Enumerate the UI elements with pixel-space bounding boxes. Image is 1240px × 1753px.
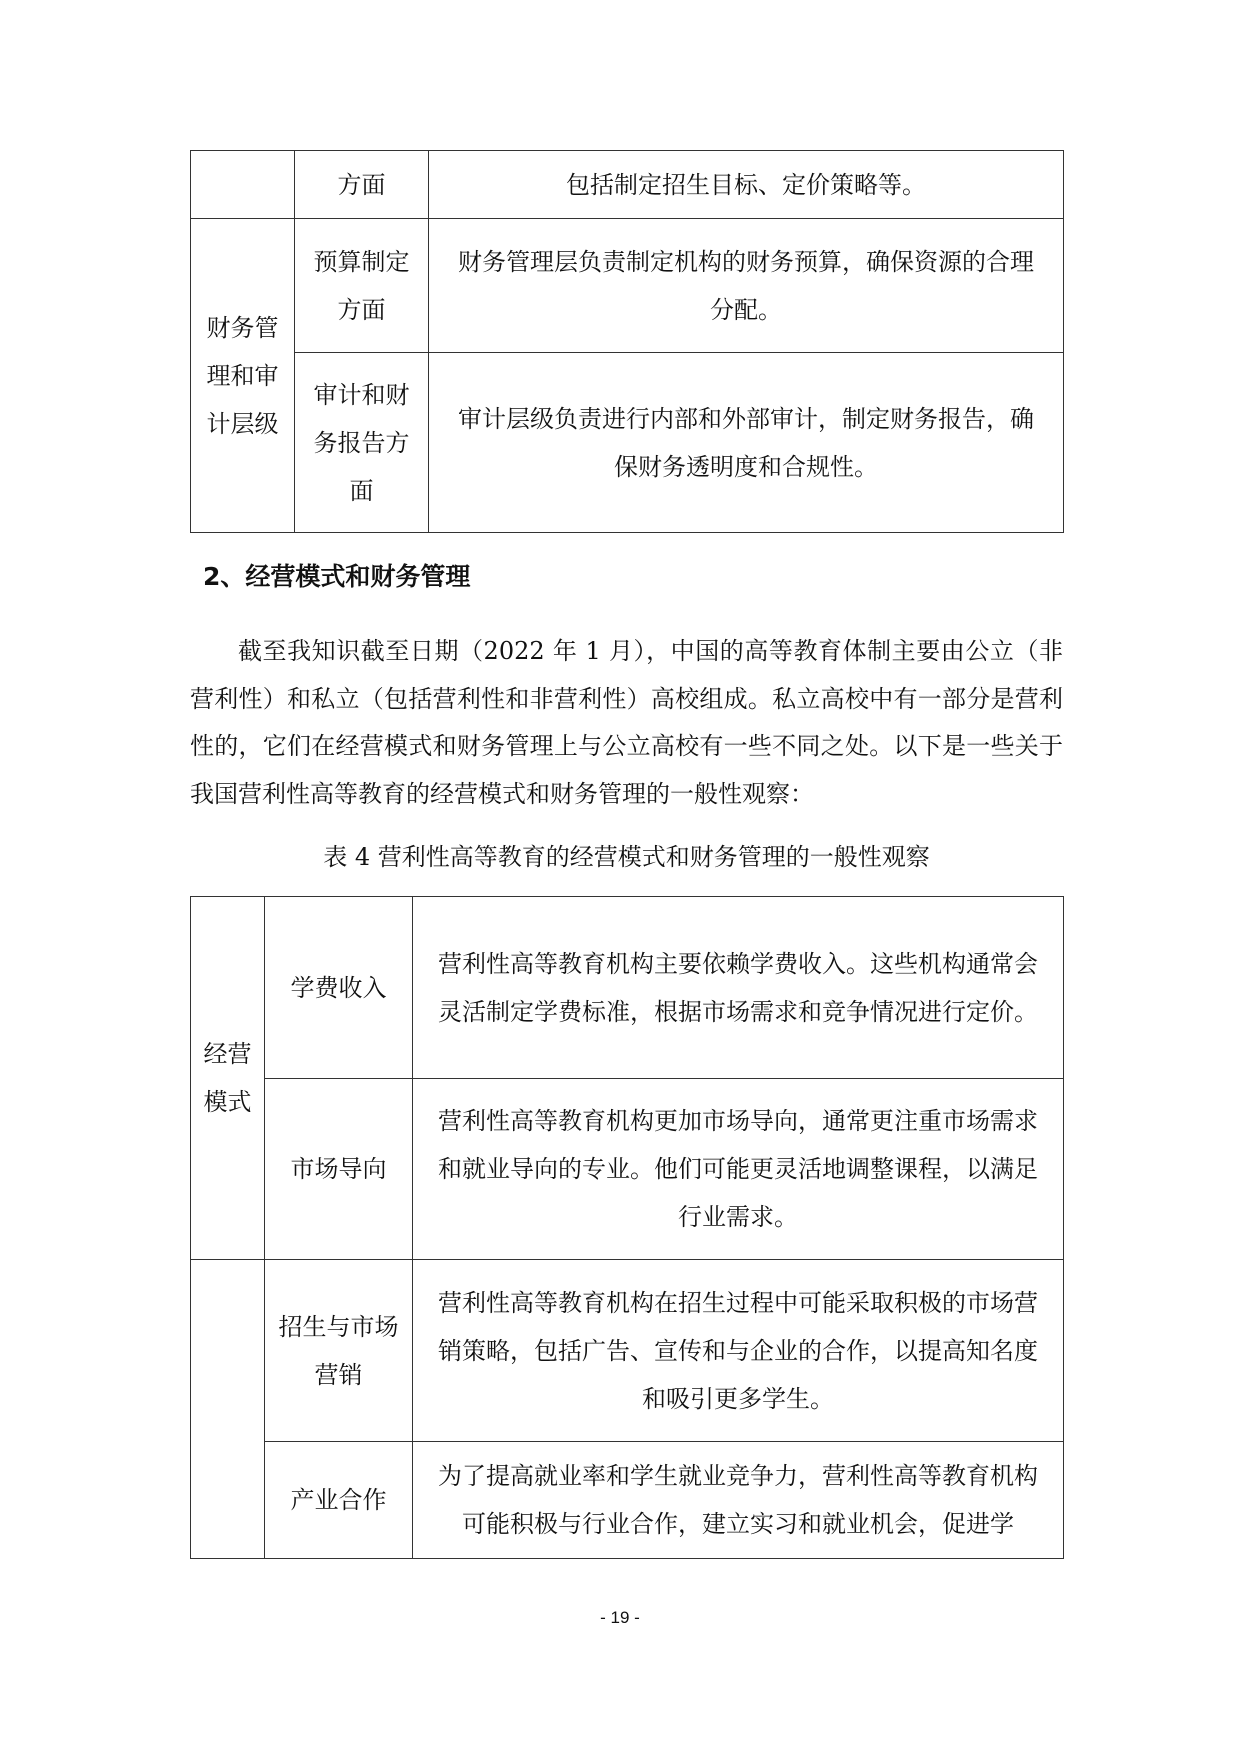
description-cell: 营利性高等教育机构主要依赖学费收入。这些机构通常会灵活制定学费标准，根据市场需求和竞争情况进行定价。 — [413, 897, 1064, 1079]
description-cell: 为了提高就业率和学生就业竞争力，营利性高等教育机构可能积极与行业合作，建立实习和就业机会，促进学 — [413, 1442, 1064, 1559]
subcategory-cell: 方面 — [295, 151, 429, 219]
category-cell: 经营模式 — [191, 897, 265, 1260]
subcategory-cell: 市场导向 — [265, 1079, 413, 1260]
description-cell: 营利性高等教育机构在招生过程中可能采取积极的市场营销策略，包括广告、宣传和与企业的合作，以提高知名度和吸引更多学生。 — [413, 1260, 1064, 1442]
governance-table-continued — [190, 150, 1064, 533]
page-number: - 19 - — [600, 1608, 640, 1627]
subcategory-cell: 招生与市场营销 — [265, 1260, 413, 1442]
table-row — [191, 151, 1064, 219]
category-cell — [191, 1260, 265, 1559]
table-row — [191, 1079, 1064, 1260]
category-cell: 财务管理和审计层级 — [191, 219, 295, 533]
subcategory-cell: 审计和财务报告方面 — [295, 353, 429, 533]
subcategory-cell: 产业合作 — [265, 1442, 413, 1559]
subcategory-cell: 学费收入 — [265, 897, 413, 1079]
description-cell: 财务管理层负责制定机构的财务预算，确保资源的合理分配。 — [429, 219, 1064, 353]
table-row — [191, 219, 1064, 353]
description-cell: 审计层级负责进行内部和外部审计，制定财务报告，确保财务透明度和合规性。 — [429, 353, 1064, 533]
business-model-table — [190, 896, 1064, 1559]
table-caption: 表 4 营利性高等教育的经营模式和财务管理的一般性观察 — [323, 843, 930, 871]
table-row — [191, 1260, 1064, 1442]
table-row — [191, 353, 1064, 533]
subcategory-cell: 预算制定方面 — [295, 219, 429, 353]
description-cell: 营利性高等教育机构更加市场导向，通常更注重市场需求和就业导向的专业。他们可能更灵活地调整课程，以满足行业需求。 — [413, 1079, 1064, 1260]
table-row — [191, 1442, 1064, 1559]
table-row — [191, 897, 1064, 1079]
section-heading: 2、经营模式和财务管理 — [203, 562, 471, 591]
body-paragraph: 截至我知识截至日期（2022 年 1 月），中国的高等教育体制主要由公立（非营利性）和私立（包括营利性和非营利性）高校组成。私立高校中有一部分是营利性的，它们在经营模式和财务管理上与公立高校有一些不同之处。以下是一些关于我国营利性高等教育的经营模式和财务管理的一般性观察： — [190, 637, 1063, 808]
description-cell: 包括制定招生目标、定价策略等。 — [429, 151, 1064, 219]
category-cell — [191, 151, 295, 219]
